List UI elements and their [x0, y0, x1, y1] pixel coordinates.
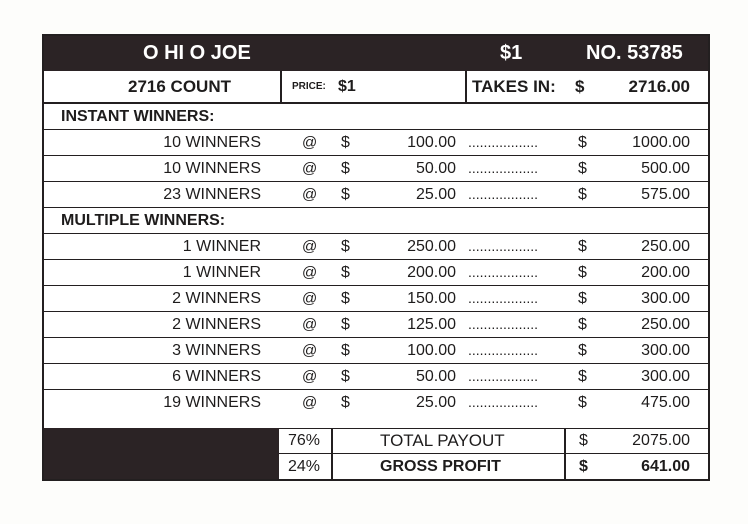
price-label: PRICE:	[292, 81, 326, 92]
at-sign: @	[302, 368, 318, 385]
leader-dots: ..................	[468, 316, 539, 332]
prize-row	[44, 312, 708, 338]
payout-label: TOTAL PAYOUT	[380, 431, 505, 450]
leader-dots: ..................	[468, 238, 539, 254]
at-sign: @	[302, 238, 318, 255]
currency-sign: $	[578, 134, 587, 151]
prize-total: 1000.00	[632, 134, 690, 151]
instant-winners-heading: INSTANT WINNERS:	[44, 104, 708, 130]
prize-amount: 25.00	[415, 186, 456, 203]
at-sign: @	[302, 290, 318, 307]
prize-total: 300.00	[641, 290, 690, 307]
prize-amount: 50.00	[415, 368, 456, 385]
prize-total: 200.00	[641, 264, 690, 281]
prize-total: 300.00	[641, 368, 690, 385]
at-sign: @	[302, 394, 318, 411]
currency-sign: $	[341, 368, 350, 385]
prize-total: 500.00	[641, 160, 690, 177]
currency-sign: $	[341, 134, 350, 151]
prize-row	[44, 364, 708, 390]
winner-count: 1 WINNER	[182, 264, 261, 281]
total-payout-row	[279, 428, 708, 454]
footer-black-block	[44, 428, 279, 479]
currency-sign: $	[341, 160, 350, 177]
profit-percent: 24%	[288, 458, 321, 475]
prize-amount: 200.00	[407, 264, 456, 281]
game-title: O HI O JOE	[143, 42, 251, 64]
prize-row	[44, 182, 708, 208]
currency-sign: $	[578, 160, 587, 177]
prize-total: 250.00	[641, 316, 690, 333]
price-tag: $1	[500, 42, 523, 64]
currency-sign: $	[578, 186, 587, 203]
currency-sign: $	[578, 368, 587, 385]
prize-row	[44, 390, 708, 428]
pull-tab-flare-card	[42, 34, 710, 481]
prize-total: 250.00	[641, 238, 690, 255]
divider	[280, 71, 282, 102]
prize-row	[44, 338, 708, 364]
prize-row	[44, 234, 708, 260]
currency-sign: $	[578, 342, 587, 359]
prize-amount: 50.00	[415, 160, 456, 177]
serial-number: NO. 53785	[586, 42, 683, 64]
divider	[564, 428, 566, 479]
currency-sign: $	[578, 290, 587, 307]
leader-dots: ..................	[468, 160, 539, 176]
leader-dots: ..................	[468, 368, 539, 384]
currency-sign: $	[341, 290, 350, 307]
payout-currency: $	[579, 432, 588, 449]
prize-amount: 25.00	[415, 394, 456, 411]
payout-value: 2075.00	[632, 432, 690, 449]
leader-dots: ..................	[468, 342, 539, 358]
prize-row	[44, 286, 708, 312]
divider	[331, 428, 333, 479]
multiple-winners-heading: MULTIPLE WINNERS:	[44, 208, 708, 234]
winner-count: 2 WINNERS	[172, 290, 261, 307]
prize-total: 475.00	[641, 394, 690, 411]
takes-in-currency: $	[575, 77, 585, 96]
currency-sign: $	[341, 186, 350, 203]
prize-row	[44, 156, 708, 182]
leader-dots: ..................	[468, 394, 539, 410]
currency-sign: $	[578, 316, 587, 333]
divider	[465, 71, 467, 102]
prize-total: 575.00	[641, 186, 690, 203]
winner-count: 23 WINNERS	[163, 186, 261, 203]
currency-sign: $	[341, 316, 350, 333]
winner-count: 3 WINNERS	[172, 342, 261, 359]
leader-dots: ..................	[468, 290, 539, 306]
prize-row	[44, 130, 708, 156]
currency-sign: $	[341, 238, 350, 255]
at-sign: @	[302, 186, 318, 203]
takes-in-label: TAKES IN:	[472, 77, 556, 96]
leader-dots: ..................	[468, 134, 539, 150]
at-sign: @	[302, 160, 318, 177]
prize-amount: 100.00	[407, 342, 456, 359]
profit-currency: $	[579, 458, 588, 475]
winner-count: 1 WINNER	[182, 238, 261, 255]
ticket-count: 2716 COUNT	[128, 77, 231, 96]
currency-sign: $	[341, 342, 350, 359]
currency-sign: $	[341, 394, 350, 411]
prize-amount: 100.00	[407, 134, 456, 151]
winner-count: 2 WINNERS	[172, 316, 261, 333]
leader-dots: ..................	[468, 264, 539, 280]
prize-row	[44, 260, 708, 286]
profit-label: GROSS PROFIT	[380, 458, 501, 475]
currency-sign: $	[578, 394, 587, 411]
winner-count: 19 WINNERS	[163, 394, 261, 411]
header-band	[44, 36, 708, 71]
at-sign: @	[302, 264, 318, 281]
at-sign: @	[302, 134, 318, 151]
prize-amount: 125.00	[407, 316, 456, 333]
gross-profit-row	[279, 454, 708, 480]
prize-total: 300.00	[641, 342, 690, 359]
info-row	[44, 71, 708, 104]
currency-sign: $	[578, 264, 587, 281]
price-value: $1	[338, 78, 356, 95]
winner-count: 10 WINNERS	[163, 134, 261, 151]
prize-amount: 150.00	[407, 290, 456, 307]
payout-percent: 76%	[288, 432, 321, 449]
profit-value: 641.00	[641, 458, 690, 475]
at-sign: @	[302, 316, 318, 333]
prize-amount: 250.00	[407, 238, 456, 255]
leader-dots: ..................	[468, 186, 539, 202]
currency-sign: $	[578, 238, 587, 255]
winner-count: 6 WINNERS	[172, 368, 261, 385]
winner-count: 10 WINNERS	[163, 160, 261, 177]
takes-in-value: 2716.00	[628, 77, 690, 96]
at-sign: @	[302, 342, 318, 359]
currency-sign: $	[341, 264, 350, 281]
